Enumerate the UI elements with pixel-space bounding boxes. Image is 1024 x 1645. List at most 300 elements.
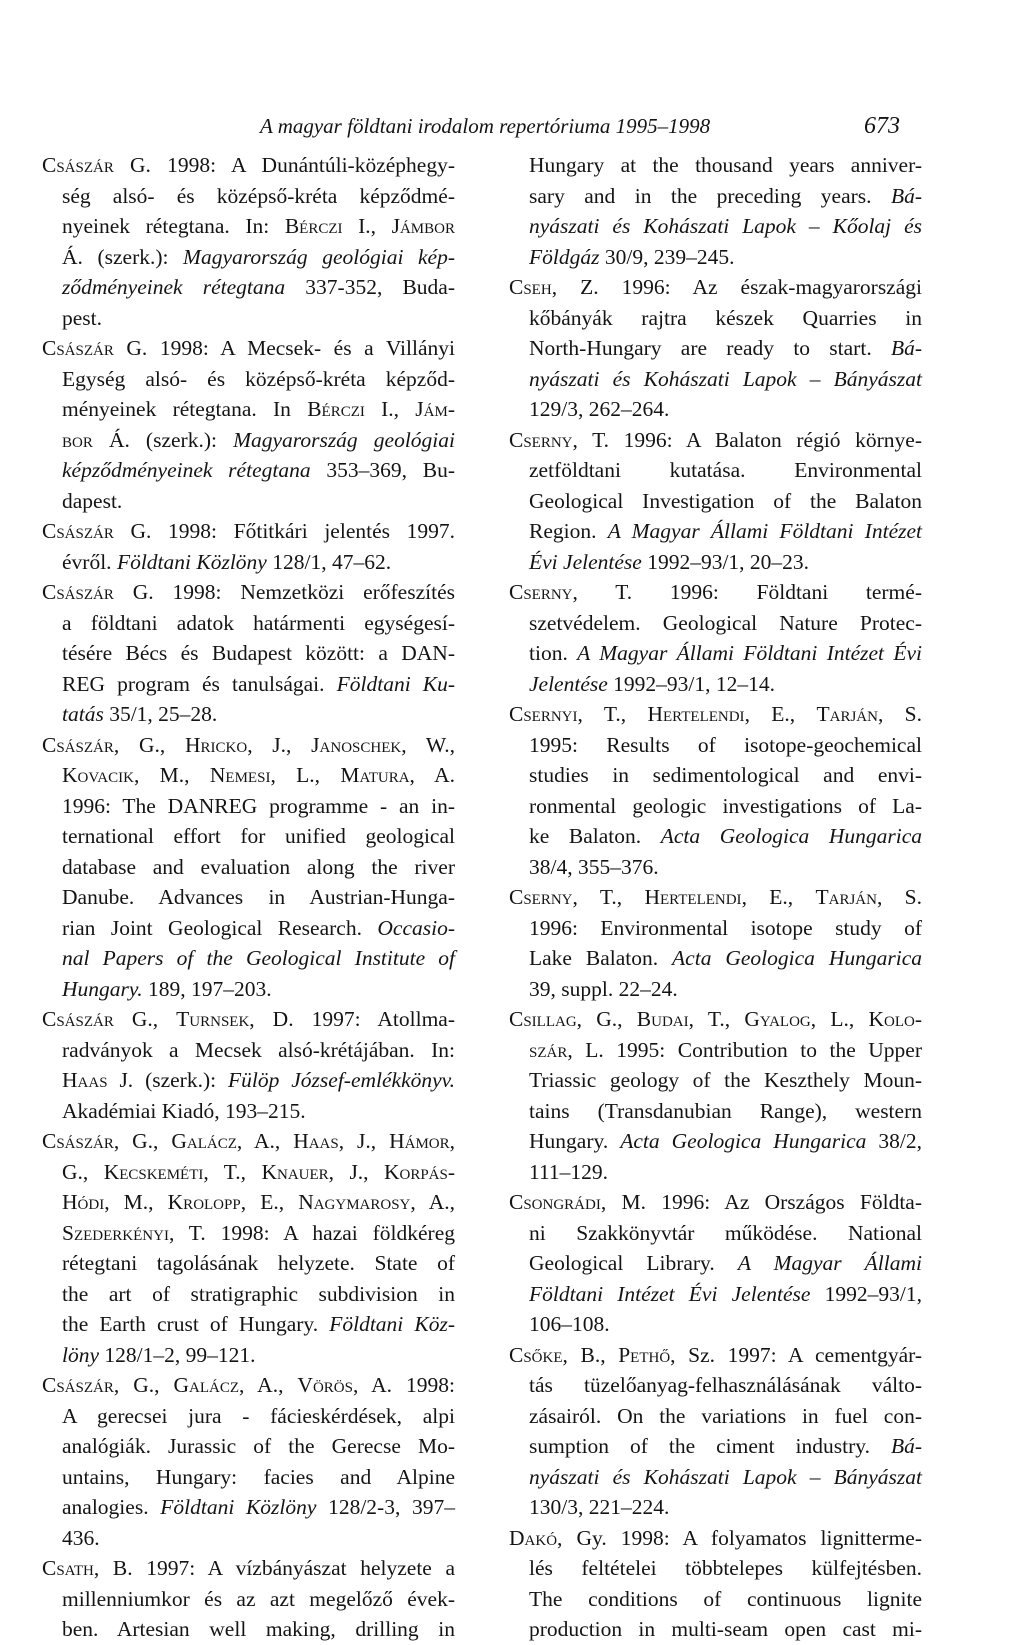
text-run: 130/3, 221–224. [529, 1495, 670, 1519]
text-run: , T. 1998: A hazai földkéreg [168, 1220, 455, 1245]
text-line [42, 669, 455, 700]
text-run: , E., [744, 702, 817, 726]
author-name: Cserny [509, 580, 573, 604]
text-run: , J., [247, 732, 312, 757]
author-name: Nemesi [209, 763, 271, 787]
text-line [509, 303, 922, 334]
text-run: Á. (szerk.): [92, 427, 234, 452]
text-line [509, 1492, 922, 1523]
text-run: I., [364, 397, 416, 421]
text-run: évről. [62, 549, 117, 574]
text-run: 189, 197–203. [142, 976, 272, 1001]
text-line [509, 974, 922, 1005]
text-line [42, 1096, 455, 1127]
text-run: 128/2-3, 397– [316, 1495, 455, 1519]
text-run: Hungary. [529, 1129, 621, 1153]
text-run: the Earth crust of Hungary. [62, 1312, 330, 1336]
text-line [509, 1126, 922, 1157]
text-line [42, 882, 455, 913]
text-line [42, 730, 455, 761]
text-run: dapest. [62, 488, 123, 513]
italic-text: Földgáz [529, 244, 600, 269]
author-name: Haas [293, 1129, 339, 1153]
text-run: , L. 1995: Contribution to the Upper [567, 1037, 922, 1062]
text-run: , M., [104, 1190, 168, 1214]
text-run: tás tüzelőanyag-felhasználásának válto- [529, 1373, 922, 1397]
text-run: 30/9, 239–245. [599, 244, 735, 269]
text-run: rétegtani tagolásának helyzete. State of [62, 1251, 455, 1275]
text-line [509, 455, 922, 486]
italic-text: A Magyar Állami [737, 1251, 922, 1275]
author-name: Turnsek [176, 1007, 250, 1031]
text-run: studies in sedimentological and envi- [529, 763, 922, 787]
text-line [509, 425, 922, 456]
text-run: tains (Transdanubian Range), western [529, 1098, 922, 1123]
running-title: A magyar földtani irodalom repertóriuma 1995–1998 [260, 114, 711, 138]
author-name: Galácz [173, 1373, 239, 1397]
text-line [509, 1401, 922, 1432]
text-line [509, 1218, 922, 1249]
author-name: Csőke [509, 1342, 563, 1367]
text-line [42, 608, 455, 639]
text-run: radványok a Mecsek alsó-krétájában. In: [62, 1037, 455, 1062]
text-run: , A., [239, 1373, 298, 1397]
italic-text: képződményeinek rétegtana [62, 458, 311, 482]
text-line [42, 1218, 455, 1249]
text-run: kőbányák rajtra készek Quarries in [529, 305, 922, 330]
text-line [42, 150, 455, 181]
text-line [509, 394, 922, 425]
text-run: Danube. Advances in Austrian-Hunga- [62, 885, 455, 909]
author-name: Bérczi [284, 214, 343, 238]
text-run: , B., [562, 1342, 619, 1367]
text-run: ternational effort for unified geological [62, 824, 455, 848]
text-line [42, 638, 455, 669]
author-name: Csillag [509, 1007, 577, 1031]
text-run: , [449, 1129, 456, 1153]
text-line [42, 1553, 455, 1584]
text-line [42, 1279, 455, 1310]
text-line [509, 608, 922, 639]
italic-text: Évi Jelentése [529, 549, 642, 574]
italic-text: Acta Geologica Hungarica [672, 946, 922, 970]
italic-text: Acta Geologica Hungarica [620, 1129, 867, 1153]
text-run: 1992–93/1, [810, 1281, 922, 1306]
text-line [42, 1523, 455, 1554]
author-name: bor [62, 427, 93, 452]
author-name: Császár [42, 1007, 114, 1031]
text-line [509, 1584, 922, 1615]
italic-text: Jelentése [529, 671, 608, 696]
author-name: Dakó [509, 1525, 558, 1550]
author-name: Krolopp [167, 1190, 241, 1214]
text-line [42, 1004, 455, 1035]
text-line [509, 943, 922, 974]
author-name: Bérczi [307, 397, 365, 421]
text-line [42, 1309, 455, 1340]
text-line [509, 1370, 922, 1401]
italic-text: Acta Geologica Hungarica [660, 824, 923, 848]
text-run: , T., [203, 1159, 262, 1184]
text-line [42, 1126, 455, 1157]
author-name: Császár [42, 153, 114, 177]
text-line [509, 669, 922, 700]
text-run: rian Joint Geological Research. [62, 915, 378, 940]
italic-text: löny [62, 1342, 100, 1367]
text-run: tion. [529, 641, 578, 665]
author-name: Tarján [816, 702, 878, 726]
text-run: pest. [62, 305, 103, 330]
text-run: , Gy. 1998: A folyamatos lignitterme- [557, 1525, 922, 1550]
text-run: Akadémiai Kiadó, 193–215. [62, 1098, 306, 1123]
text-run: , E., [240, 1190, 299, 1214]
page-number: 673 [864, 113, 900, 139]
text-line [42, 699, 455, 730]
text-run: G., [113, 1007, 177, 1031]
text-run: , A. [409, 763, 455, 787]
author-name: Csernyi [509, 702, 578, 726]
text-run: 1992–93/1, 12–14. [607, 671, 776, 696]
author-name: Galácz [171, 1129, 237, 1153]
text-line [509, 1431, 922, 1462]
text-run: sumption of the ciment industry. [529, 1434, 891, 1458]
text-line [509, 547, 922, 578]
italic-text: Bá- [890, 1434, 922, 1458]
text-run: , S. [877, 702, 923, 726]
text-line [42, 821, 455, 852]
text-run: szetvédelem. Geological Nature Protec- [529, 610, 922, 635]
text-line [42, 211, 455, 242]
italic-text: Földtani Ku- [336, 671, 455, 696]
italic-text: nyászati és Kohászati Lapok – Kőolaj és [529, 214, 922, 238]
italic-text: Magyarország geológiai kép- [183, 244, 455, 269]
author-name: Hámor [389, 1129, 450, 1153]
author-name: Haas [62, 1068, 108, 1092]
author-name: Tarján [815, 885, 877, 909]
text-run: the art of stratigraphic subdivision in [62, 1281, 455, 1306]
text-line [509, 364, 922, 395]
text-line [509, 821, 922, 852]
text-line [42, 272, 455, 303]
text-run: 129/3, 262–264. [529, 397, 670, 421]
text-line [509, 516, 922, 547]
text-run: Hungary at the thousand years anniver- [529, 153, 922, 177]
text-run: , S. [876, 885, 923, 909]
italic-text: A Magyar Állami Földtani Intézet [607, 519, 922, 543]
text-run: production in multi-seam open cast mi- [529, 1617, 922, 1641]
text-line [42, 1340, 455, 1371]
text-run: The conditions of continuous lignite [529, 1586, 922, 1611]
text-run: , T., [577, 702, 648, 726]
text-line [42, 1584, 455, 1615]
text-line [42, 577, 455, 608]
text-line [509, 486, 922, 517]
text-run: ményeinek rétegtana. In [62, 397, 308, 421]
text-run: , T. 1996: Földtani termé- [572, 580, 922, 604]
text-run: 436. [62, 1525, 100, 1550]
italic-text: Magyarország geológiai [233, 427, 455, 452]
author-name: Matura [340, 763, 410, 787]
text-line [509, 1523, 922, 1554]
text-run: , T., [688, 1007, 745, 1031]
text-line [42, 303, 455, 334]
author-name: Hricko [184, 732, 248, 757]
text-run: , J., [338, 1129, 390, 1153]
text-line [42, 943, 455, 974]
text-line [509, 1279, 922, 1310]
text-line [509, 333, 922, 364]
italic-text: Földtani Intézet Évi Jelentése [529, 1281, 811, 1306]
text-line [42, 181, 455, 212]
text-run: ség alsó- és középső-kréta képződmé- [62, 183, 455, 208]
text-line [509, 1309, 922, 1340]
text-run: Geological Library. [529, 1251, 738, 1275]
text-line [509, 181, 922, 212]
author-name: Kolo- [868, 1007, 922, 1031]
italic-text: nyászati és Kohászati Lapok – Bányászat [529, 1464, 922, 1489]
author-name: Jámbor [391, 214, 455, 238]
italic-text: ződményeinek rétegtana [62, 275, 286, 299]
author-name: Jám- [415, 397, 455, 421]
author-name: Budai [636, 1007, 689, 1031]
right-column [509, 150, 922, 1645]
author-name: Pethő [618, 1342, 671, 1367]
text-line [42, 791, 455, 822]
text-run: G. 1998: A Dunántúli-középhegy- [113, 153, 455, 177]
author-name: Császár [42, 519, 114, 543]
text-run: A gerecsei jura - fácieskérdések, alpi [62, 1403, 455, 1428]
text-run: 38/2, [866, 1129, 923, 1153]
text-line [42, 1492, 455, 1523]
text-line [509, 272, 922, 303]
text-line [42, 1431, 455, 1462]
text-run: ronmental geologic investigations of La- [529, 793, 922, 818]
text-line [42, 1187, 455, 1218]
text-run: , G., [113, 1373, 174, 1397]
author-name: Császár [42, 1129, 114, 1153]
text-run: , M., [133, 763, 210, 787]
text-run: 337-352, Buda- [285, 275, 456, 299]
text-run: 1996: Environmental isotope study of [529, 915, 922, 940]
text-run: zásairól. On the variations in fuel con- [529, 1403, 922, 1428]
text-line [42, 1248, 455, 1279]
text-run: , Z. 1996: Az észak-magyarországi [551, 275, 922, 299]
text-run: 128/1–2, 99–121. [99, 1342, 256, 1367]
text-line [509, 1553, 922, 1584]
text-run: a földtani adatok határmenti egységesí- [62, 610, 455, 635]
text-line [509, 1614, 922, 1645]
author-name: Császár [42, 580, 114, 604]
italic-text: A Magyar Állami Földtani Intézet Évi [577, 641, 923, 665]
text-run: 1992–93/1, 20–23. [641, 549, 810, 574]
author-name: Nagymarosy [298, 1190, 411, 1214]
text-line [509, 852, 922, 883]
text-line [509, 1157, 922, 1188]
text-line [42, 516, 455, 547]
text-run: North-Hungary are ready to start. [529, 336, 891, 360]
italic-text: Occasio- [377, 915, 455, 940]
author-name: Cserny [509, 885, 573, 909]
text-line [42, 1035, 455, 1066]
text-line [509, 791, 922, 822]
text-line [42, 394, 455, 425]
italic-text: Bá- [890, 183, 922, 208]
text-run: , M. 1996: Az Országos Földta- [600, 1190, 922, 1214]
text-line [42, 486, 455, 517]
text-line [42, 913, 455, 944]
text-run: , T., [572, 885, 645, 909]
text-run: 111–129. [529, 1159, 609, 1184]
text-run: Triassic geology of the Keszthely Moun- [529, 1068, 922, 1092]
text-line [42, 852, 455, 883]
italic-text: Földtani Közlöny [160, 1495, 317, 1519]
author-name: Gyalog [744, 1007, 811, 1031]
text-run: analógiák. Jurassic of the Gerecse Mo- [62, 1434, 455, 1458]
text-line [509, 1035, 922, 1066]
text-line [42, 1065, 455, 1096]
text-run: , A., [410, 1190, 455, 1214]
text-run: , Sz. 1997: A cementgyár- [670, 1342, 923, 1367]
text-run: 38/4, 355–376. [529, 854, 659, 879]
author-name: Cseh [509, 275, 552, 299]
author-name: Császár [42, 1373, 114, 1397]
text-run: untains, Hungary: facies and Alpine [62, 1464, 455, 1489]
author-name: szár [529, 1037, 568, 1062]
text-run: Á. (szerk.): [62, 244, 184, 269]
text-run: nyeinek rétegtana. In: [62, 214, 285, 238]
text-run: , A. 1998: [352, 1373, 455, 1397]
text-line [509, 1065, 922, 1096]
author-name: Janoschek [311, 732, 402, 757]
text-run: tésére Bécs és Budapest között: a DAN- [62, 641, 455, 665]
text-line [509, 1187, 922, 1218]
text-run: Geological Investigation of the Balaton [529, 488, 922, 513]
text-run: I., [342, 214, 392, 238]
text-run: ke Balaton. [529, 824, 661, 848]
text-line [509, 882, 922, 913]
text-line [509, 1096, 922, 1127]
author-name: Kovacik [62, 763, 134, 787]
text-line [509, 638, 922, 669]
text-line [509, 1248, 922, 1279]
author-name: Csath [42, 1556, 94, 1580]
text-line [509, 242, 922, 273]
italic-text: Hungary. [62, 976, 143, 1001]
text-line [509, 913, 922, 944]
text-run: database and evaluation along the river [62, 854, 455, 879]
text-line [509, 150, 922, 181]
text-run: 35/1, 25–28. [103, 702, 218, 726]
text-run: , T. 1996: A Balaton régió környe- [572, 427, 922, 452]
author-name: Kecskeméti [103, 1159, 204, 1184]
text-line [509, 760, 922, 791]
author-name: Szederkényi [62, 1220, 169, 1245]
text-run: G. 1998: Főtitkári jelentés 1997. [113, 519, 455, 543]
text-line [42, 455, 455, 486]
text-line [42, 1401, 455, 1432]
text-run: ben. Artesian well making, drilling in [62, 1617, 455, 1641]
italic-text: nal Papers of the Geological Institute of [62, 946, 455, 970]
text-run: J. (szerk.): [107, 1068, 228, 1092]
text-line [42, 1614, 455, 1645]
text-line [42, 1462, 455, 1493]
italic-text: Földtani Közlöny [116, 549, 267, 574]
text-run: , J., [328, 1159, 384, 1184]
author-name: Hertelendi [644, 885, 742, 909]
text-run: Lake Balaton. [529, 946, 673, 970]
italic-text: Fülöp József-emlékkönyv. [228, 1068, 455, 1092]
author-name: Hódi [62, 1190, 105, 1214]
text-line [509, 1462, 922, 1493]
text-run: G., [62, 1159, 104, 1184]
text-line [42, 425, 455, 456]
text-run: millenniumkor és az azt megelőző évek- [62, 1586, 455, 1611]
text-run: 106–108. [529, 1312, 610, 1336]
italic-text: Földtani Köz- [329, 1312, 455, 1336]
text-run: 39, suppl. 22–24. [529, 976, 678, 1001]
author-name: Vörös [297, 1373, 353, 1397]
text-line [42, 547, 455, 578]
text-run: , L., [810, 1007, 869, 1031]
author-name: Császár [42, 336, 114, 360]
italic-text: Bá- [890, 336, 922, 360]
text-run: 128/1, 47–62. [266, 549, 392, 574]
text-run: , E., [741, 885, 816, 909]
text-run: lés feltételei többtelepes külfejtésben. [529, 1556, 922, 1580]
text-run: 353–369, Bu- [310, 458, 455, 482]
text-run: sary and in the preceding years. [529, 183, 891, 208]
text-run: , W., [401, 732, 455, 757]
text-run: G. 1998: A Mecsek- és a Villányi [113, 336, 455, 360]
text-run: , L., [270, 763, 341, 787]
author-name: Cserny [509, 427, 573, 452]
text-run: 1996: The DANREG programme - an in- [62, 793, 455, 818]
text-line [509, 1004, 922, 1035]
text-run: , A., [236, 1129, 294, 1153]
author-name: Csongrádi [509, 1190, 601, 1214]
text-run: , G., [576, 1007, 637, 1031]
text-line [42, 1370, 455, 1401]
page-header [260, 106, 900, 146]
text-line [42, 760, 455, 791]
left-column [42, 150, 455, 1645]
text-line [42, 242, 455, 273]
text-run: G. 1998: Nemzetközi erőfeszítés [113, 580, 455, 604]
text-run: , B. 1997: A vízbányászat helyzete a [93, 1556, 455, 1580]
text-line [509, 730, 922, 761]
text-run: ni Szakkönyvtár működése. National [529, 1220, 922, 1245]
italic-text: tatás [62, 702, 104, 726]
author-name: Hertelendi [647, 702, 745, 726]
text-line [42, 974, 455, 1005]
text-line [509, 699, 922, 730]
text-run: Egység alsó- és középső-kréta képződ- [62, 366, 455, 391]
author-name: Császár [42, 732, 114, 757]
text-run: analogies. [62, 1495, 161, 1519]
text-line [42, 1157, 455, 1188]
text-line [509, 211, 922, 242]
text-run: zetföldtani kutatása. Environmental [529, 458, 922, 482]
text-line [42, 333, 455, 364]
text-line [509, 1340, 922, 1371]
text-run: REG program és tanulságai. [62, 671, 337, 696]
text-run: , D. 1997: Atollma- [249, 1007, 456, 1031]
author-name: Knauer [261, 1159, 329, 1184]
text-line [509, 577, 922, 608]
text-run: 1995: Results of isotope-geochemical [529, 732, 922, 757]
author-name: Korpás- [383, 1159, 456, 1184]
text-line [42, 364, 455, 395]
